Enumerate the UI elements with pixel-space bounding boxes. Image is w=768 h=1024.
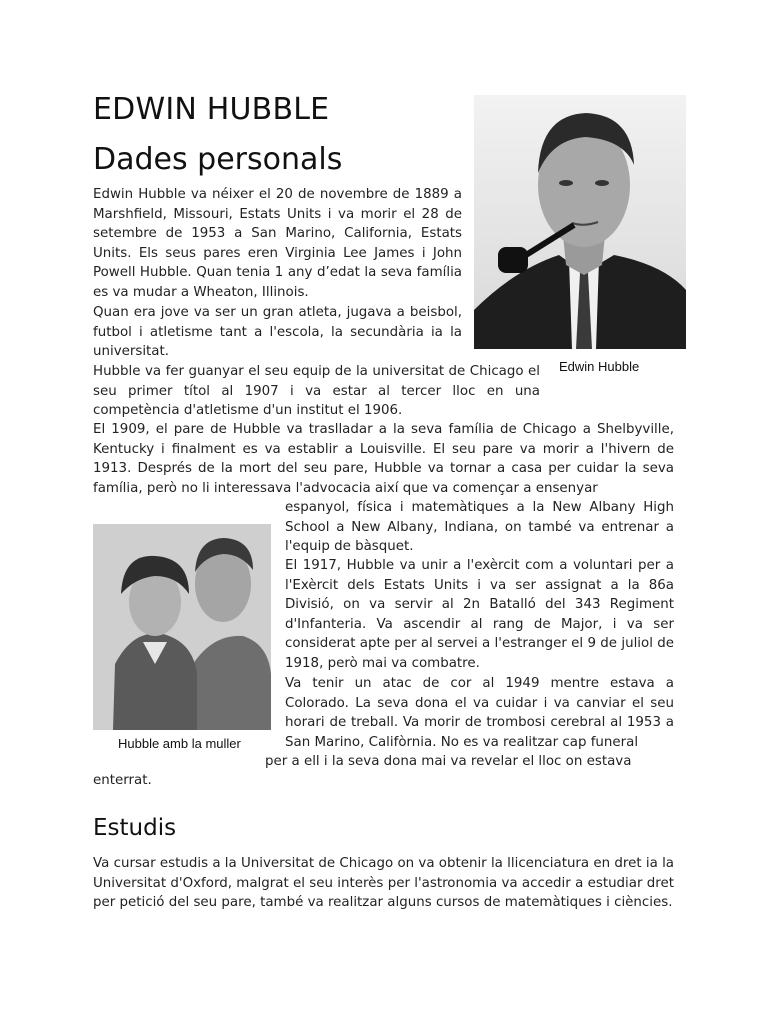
couple-photo [93,524,271,730]
section-heading-personal: Dades personals [93,142,343,177]
paragraph-birth: Edwin Hubble va néixer el 20 de novembre de 1889 a Marshfield, Missouri, Estats Units i va morir el 28 de setembre de 1953 a San Marino, California, Estats Units. Els seus pares eren Virginia Lee James i John Powell Hubble. Quan tenia 1 any d’edat la seva família es va mudar a Wheaton, Illinois. [93,187,462,300]
paragraph-death-cont: per a ell i la seva dona mai va revelar el lloc on estava [265,754,632,769]
page-title: EDWIN HUBBLE [93,92,330,127]
paragraph-1909: El 1909, el pare de Hubble va traslladar a la seva família de Chicago a Shelbyville, Kentucky i finalment es va establir a Louisville. El seu pare va morir a l'hivern de 1913. Després de la mort del seu pare, Hubble va tornar a casa per cuidar la seva família, però no li interessava l'advocacia així que va començar a ensenyar [93,422,674,496]
paragraph-studies: Va cursar estudis a la Universitat de Chicago on va obtenir la llicenciatura en dret ia la Universitat d'Oxford, malgrat el seu interès per l'astronomia va accedir a estudiar dret per petició del seu pare, també va realitzar alguns cursos de matemàtiques i ciències. [93,856,674,910]
section-heading-studies: Estudis [93,815,177,841]
paragraph-chicago: Hubble va fer guanyar el seu equip de la universitat de Chicago el seu primer títol al 1907 i va estar al tercer lloc en una competència d'atletisme d'un institut el 1906. [93,364,540,418]
couple-caption: Hubble amb la muller [118,736,241,751]
portrait-image [474,95,686,349]
portrait-caption: Edwin Hubble [559,359,640,374]
paragraph-death-end: enterrat. [93,773,152,788]
paragraph-youth: Quan era jove va ser un gran atleta, jugava a beisbol, futbol i atletisme tant a l'escola, la secundària ia la universitat. [93,305,462,359]
paragraph-teaching: espanyol, física i matemàtiques a la New Albany High School a New Albany, Indiana, on també va entrenar a l'equip de bàsquet. [285,500,674,554]
portrait-photo [474,95,686,349]
couple-image [93,524,271,730]
paragraph-army: El 1917, Hubble va unir a l'exèrcit com a voluntari per a l'Exèrcit dels Estats Units i va ser assignat a la 86a Divisió, on va servir al 2n Batalló del 343 Regiment d'Infanteria. Va ascendir al rang de Major, i va ser considerat apte per al servei a l'estranger el 9 de juliol de 1918, però mai va combatre. [285,558,674,671]
paragraph-death: Va tenir un atac de cor al 1949 mentre estava a Colorado. La seva dona el va cuidar i va canviar el seu horari de treball. Va morir de trombosi cerebral al 1953 a San Marino, Califòrnia. No es va realitzar cap funeral [285,676,674,750]
